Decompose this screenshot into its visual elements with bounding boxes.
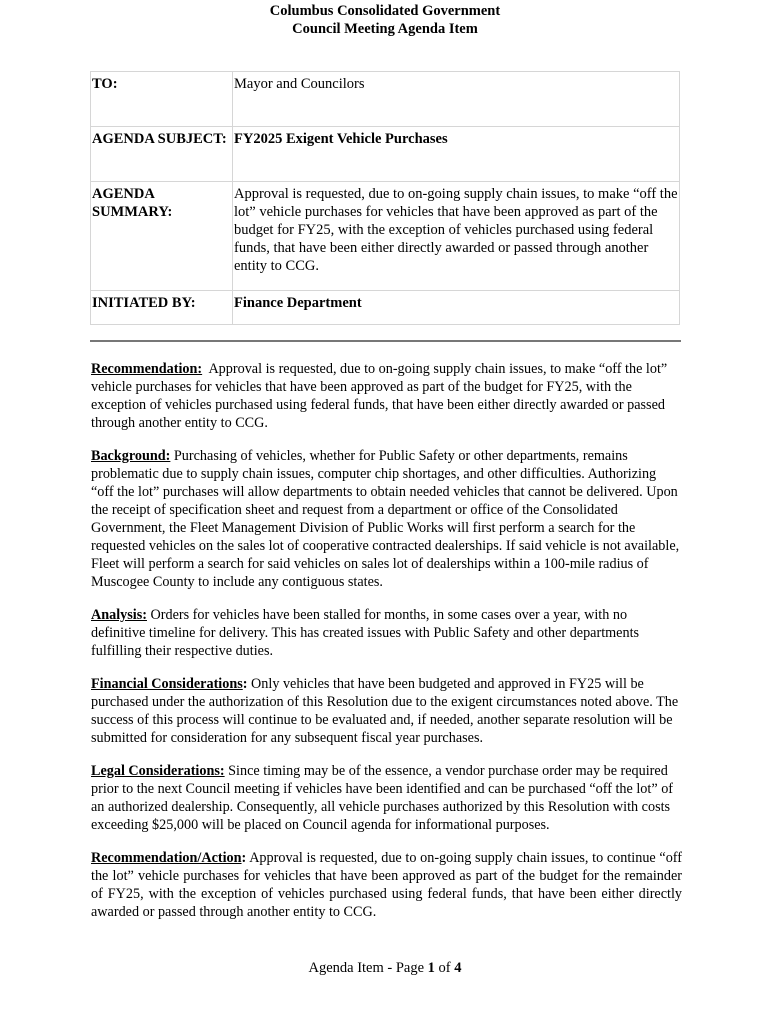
to-value: Mayor and Councilors [233, 72, 680, 127]
document-header [0, 2, 770, 38]
initiated-label: INITIATED BY: [91, 291, 233, 325]
financial-text: Only vehicles that have been budgeted and approved in FY25 will be purchased under the authorization of this Resolution due to the exigent circumstances noted above. The success of this process will continue to be evaluated and, if needed, another separate resolution will be submitted for consideration for any subsequent fiscal year purchases. [91, 676, 679, 746]
action-colon: : [241, 850, 247, 866]
action-heading: Recommendation/Action [91, 850, 242, 866]
analysis-heading: Analysis: [91, 607, 147, 623]
background-text: Purchasing of vehicles, whether for Public Safety or other departments, remains problematic due to supply chain issues, computer chip shortages, and other difficulties. Authorizing “off the lot” purchases will allow departments to obtain needed vehicles that cannot be delivered. Upon the receipt of specification sheet and request from a department or office of the Consolidated Government, the Fleet Management Division of Public Works will first perform a search for the requested vehicles on the sales lot of cooperative contracted dealerships. If said vehicle is not available, Fleet will perform a search for said vehicles on sales lot of dealerships within a 100-mile radius of Muscogee County to include any contiguous states. [91, 448, 680, 590]
table-row-subject [91, 127, 680, 182]
page-footer [0, 960, 770, 977]
recommendation-heading: Recommendation: [91, 361, 203, 377]
action-text: Approval is requested, due to on-going supply chain issues, to continue “off the lot” vehicle purchases for vehicles that have been approved as part of the budget for the remainder of FY25, with the exception of vehicles purchased using federal funds, that have been either directly awarded or passed through another entity to CCG. [91, 850, 683, 920]
footer-of: of [434, 960, 455, 976]
horizontal-divider [90, 340, 681, 342]
table-row-summary [91, 182, 680, 291]
document-body [91, 360, 682, 936]
action-paragraph [91, 849, 682, 921]
background-paragraph [91, 447, 682, 591]
subject-label: AGENDA SUBJECT: [91, 127, 233, 182]
initiated-value: Finance Department [233, 291, 680, 325]
to-label: TO: [91, 72, 233, 127]
summary-label: AGENDA SUMMARY: [91, 182, 233, 291]
legal-text: Since timing may be of the essence, a vendor purchase order may be required prior to the next Council meeting if vehicles have been identified and can be purchased “off the lot” of an authorized dealership. Consequently, all vehicle purchases authorized by this Resolution with costs exceeding $25,000 will be placed on Council agenda for informational purposes. [91, 763, 674, 833]
financial-heading: Financial Considerations [91, 676, 243, 692]
financial-colon: : [242, 676, 248, 692]
table-row-to [91, 72, 680, 127]
analysis-text: Orders for vehicles have been stalled for months, in some cases over a year, with no definitive timeline for delivery. This has created issues with Public Safety and other departments fulfilling their respective duties. [91, 607, 640, 659]
subject-value: FY2025 Exigent Vehicle Purchases [233, 127, 680, 182]
agenda-info-table [90, 71, 680, 325]
background-heading: Background: [91, 448, 171, 464]
summary-value: Approval is requested, due to on-going supply chain issues, to make “off the lot” vehicle purchases for vehicles that have been approved as part of the budget for FY25, with the exception of vehicles purchased using federal funds, that have been either directly awarded or passed through another entity to CCG. [233, 182, 680, 291]
table-row-initiated [91, 291, 680, 325]
recommendation-text: Approval is requested, due to on-going supply chain issues, to make “off the lot” vehicle purchases for vehicles that have been approved as part of the budget for FY25, with the exception of vehicles purchased using federal funds, that have been either directly awarded or passed through another entity to CCG. [91, 361, 668, 431]
header-organization: Columbus Consolidated Government [269, 3, 501, 19]
footer-page-total: 4 [454, 960, 462, 976]
legal-paragraph [91, 762, 682, 834]
analysis-paragraph [91, 606, 682, 660]
header-title: Council Meeting Agenda Item [292, 21, 478, 37]
recommendation-paragraph [91, 360, 682, 432]
legal-heading: Legal Considerations: [91, 763, 225, 779]
footer-page-number: 1 [427, 960, 435, 976]
footer-prefix: Agenda Item - Page [308, 960, 428, 976]
financial-paragraph [91, 675, 682, 747]
